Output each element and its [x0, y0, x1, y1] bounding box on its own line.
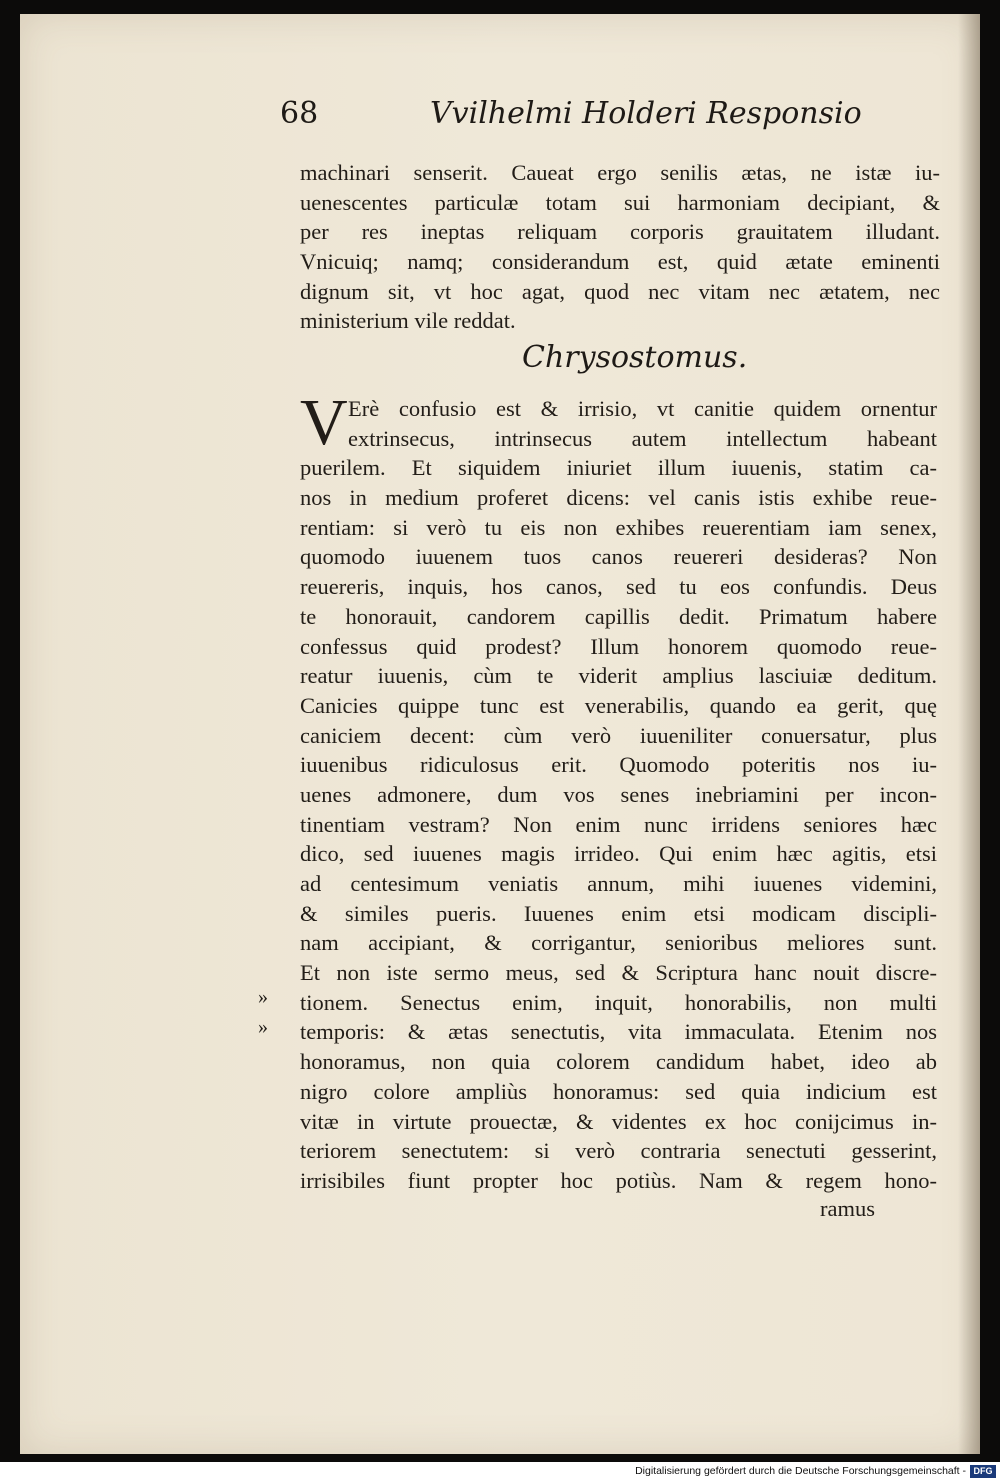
text-line: & similes pueris. Iuuenes enim etsi modicam discipli- — [300, 900, 937, 926]
text-line: tinentiam vestram? Non enim nunc irridens seniores hæc — [300, 811, 937, 837]
page-number: 68 — [280, 96, 319, 131]
text-line: nigro colore ampliùs honoramus: sed quia indicium est — [300, 1078, 937, 1104]
text-line: tionem. Senectus enim, inquit, honorabilis, non multi — [300, 989, 937, 1015]
drop-capital: V — [300, 386, 348, 459]
footer-bar — [0, 1462, 1000, 1481]
paragraph-2 — [300, 394, 937, 1196]
text-line: reatur iuuenis, cùm te viderit amplius lasciuiæ deditum. — [300, 663, 937, 689]
text-line: reuereris, inquis, hos canos, sed tu eos confundis. Deus — [300, 574, 937, 600]
section-heading: Chrysostomus. — [522, 340, 748, 375]
text-line: Vnicuiq; namq; considerandum est, quid ætate eminenti — [300, 249, 940, 275]
text-line: confessus quid prodest? Illum honorem quomodo reue- — [300, 633, 937, 659]
text-line: dico, sed iuuenes magis irrideo. Qui enim hæc agitis, etsi — [300, 841, 937, 867]
text-line: iuuenibus ridiculosus erit. Quomodo poteritis nos iu- — [300, 752, 937, 778]
text-line: per res ineptas reliquam corporis grauitatem illudant. — [300, 219, 940, 245]
text-line: Erè confusio est & irrisio, vt canitie quidem ornentur — [348, 396, 937, 421]
running-head: Vvilhelmi Holderi Responsio — [430, 96, 862, 131]
text-line: Canicies quippe tunc est venerabilis, quando ea gerit, quę — [300, 692, 937, 718]
text-line: irrisibiles fiunt propter hoc potiùs. Nam & regem hono- — [300, 1167, 937, 1193]
text-line: uenescentes particulæ totam sui harmoniam decipiant, & — [300, 189, 940, 215]
text-line: quomodo iuuenem tuos canos reuereri desideras? Non — [300, 544, 937, 570]
text-line: ad centesimum veniatis annum, mihi iuuenes videmini, — [300, 871, 937, 896]
page-edge-shadow — [958, 14, 980, 1454]
margin-quote-marker: » — [258, 986, 268, 1008]
catchword: ramus — [820, 1196, 875, 1221]
text-line: machinari senserit. Caueat ergo senilis ætas, ne istæ iu- — [300, 160, 940, 185]
text-line: nos in medium proferet dicens: vel canis istis exhibe reue- — [300, 485, 937, 511]
text-line: te honorauit, candorem capillis dedit. Primatum habere — [300, 603, 937, 629]
text-line: puerilem. Et siquidem iniuriet illum iuuenis, statim ca- — [300, 455, 937, 481]
funding-credit: Digitalisierung gefördert durch die Deutsche Forschungsgemeinschaft - — [635, 1465, 966, 1477]
dfg-logo: DFG — [970, 1465, 996, 1478]
text-line: nam accipiant, & corrigantur, senioribus meliores sunt. — [300, 930, 937, 956]
text-line: rentiam: si verò tu eis non exhibes reuerentiam iam senex, — [300, 514, 937, 540]
text-line: teriorem senectutem: si verò contraria senectuti gesserint, — [300, 1138, 937, 1164]
text-line: Et non iste sermo meus, sed & Scriptura hanc nouit discre- — [300, 960, 937, 986]
text-line: ministerium vile reddat. — [300, 308, 516, 334]
text-line: temporis: & ætas senectutis, vita immaculata. Etenim nos — [300, 1019, 937, 1045]
text-line: vitæ in virtute prouectæ, & videntes ex hoc conijcimus in- — [300, 1108, 937, 1134]
page-header — [280, 96, 862, 146]
text-line: extrinsecus, intrinsecus autem intellectum habeant — [348, 425, 937, 451]
margin-quote-marker: » — [258, 1016, 268, 1038]
text-line: dignum sit, vt hoc agat, quod nec vitam nec ætatem, nec — [300, 278, 940, 304]
text-line: uenes admonere, dum vos senes inebriamini per incon- — [300, 781, 937, 807]
text-line: honoramus, non quia colorem candidum habet, ideo ab — [300, 1049, 937, 1075]
text-line: caniciem decent: cùm verò iuueniliter conuersatur, plus — [300, 722, 937, 748]
paragraph-1 — [300, 158, 940, 336]
